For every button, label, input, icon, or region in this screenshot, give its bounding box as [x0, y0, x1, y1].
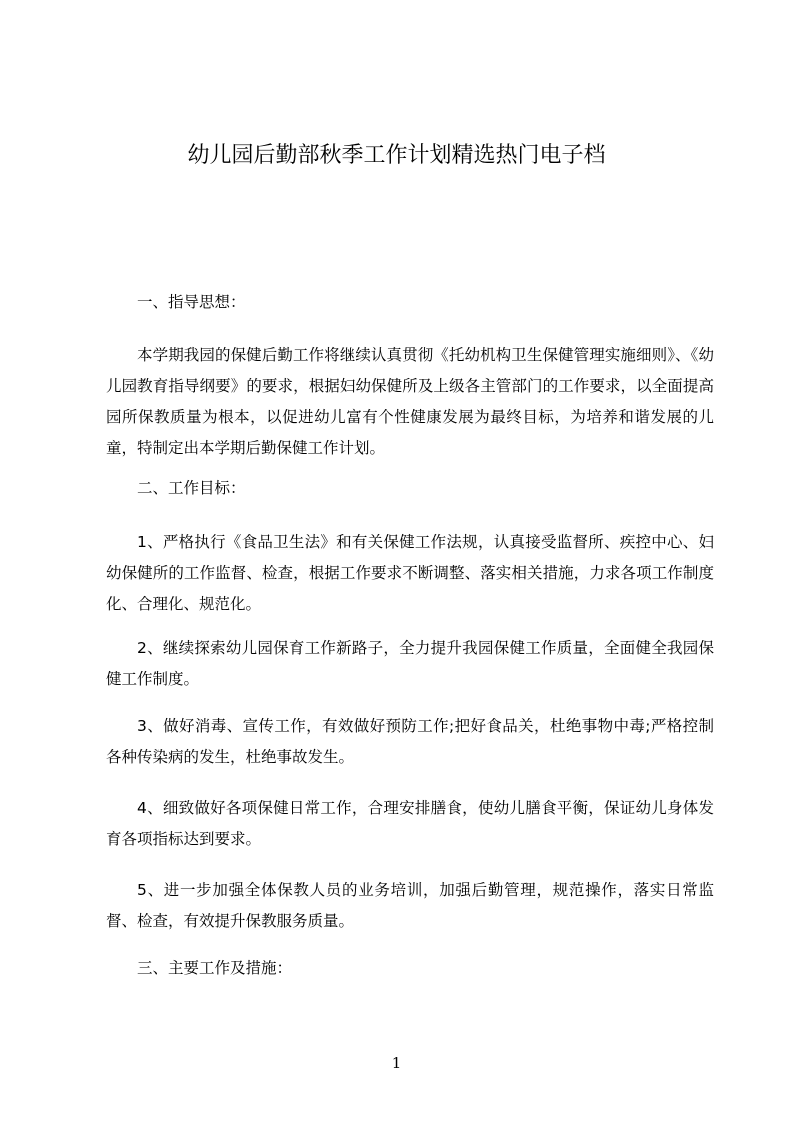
paragraph-guiding-ideology: 本学期我园的保健后勤工作将继续认真贯彻《托幼机构卫生保健管理实施细则》、《幼儿园教育指导纲要》的要求，根据妇幼保健所及上级各主管部门的工作要求，以全面提高园所保教质量为根本，以促进幼儿富有个性健康发展为最终目标，为培养和谐发展的儿童，特制定出本学期后勤保健工作计划。 — [106, 346, 714, 457]
paragraph-goal-5: 5、进一步加强全体保教人员的业务培训，加强后勤管理，规范操作，落实日常监督、检查，有效提升保教服务质量。 — [106, 881, 714, 930]
paragraph-goal-4: 4、细致做好各项保健日常工作，合理安排膳食，使幼儿膳食平衡，保证幼儿身体发育各项指标达到要求。 — [106, 799, 714, 848]
section-heading-main-work: 三、主要工作及措施： — [137, 959, 293, 977]
page-number: 1 — [391, 1054, 402, 1072]
paragraph-goal-1: 1、严格执行《食品卫生法》和有关保健工作法规，认真接受监督所、疾控中心、妇幼保健所的工作监督、检查，根据工作要求不断调整、落实相关措施，力求各项工作制度化、合理化、规范化。 — [106, 533, 714, 613]
document-title: 幼儿园后勤部秋季工作计划精选热门电子档 — [187, 143, 606, 168]
section-heading-work-goals: 二、工作目标： — [137, 479, 246, 497]
paragraph-goal-3: 3、做好消毒、宣传工作，有效做好预防工作;把好食品关，杜绝事物中毒;严格控制各种传染病的发生，杜绝事故发生。 — [106, 717, 714, 766]
section-heading-guiding-ideology: 一、指导思想： — [137, 293, 246, 311]
paragraph-goal-2: 2、继续探索幼儿园保育工作新路子，全力提升我园保健工作质量，全面健全我园保健工作制度。 — [106, 639, 714, 688]
